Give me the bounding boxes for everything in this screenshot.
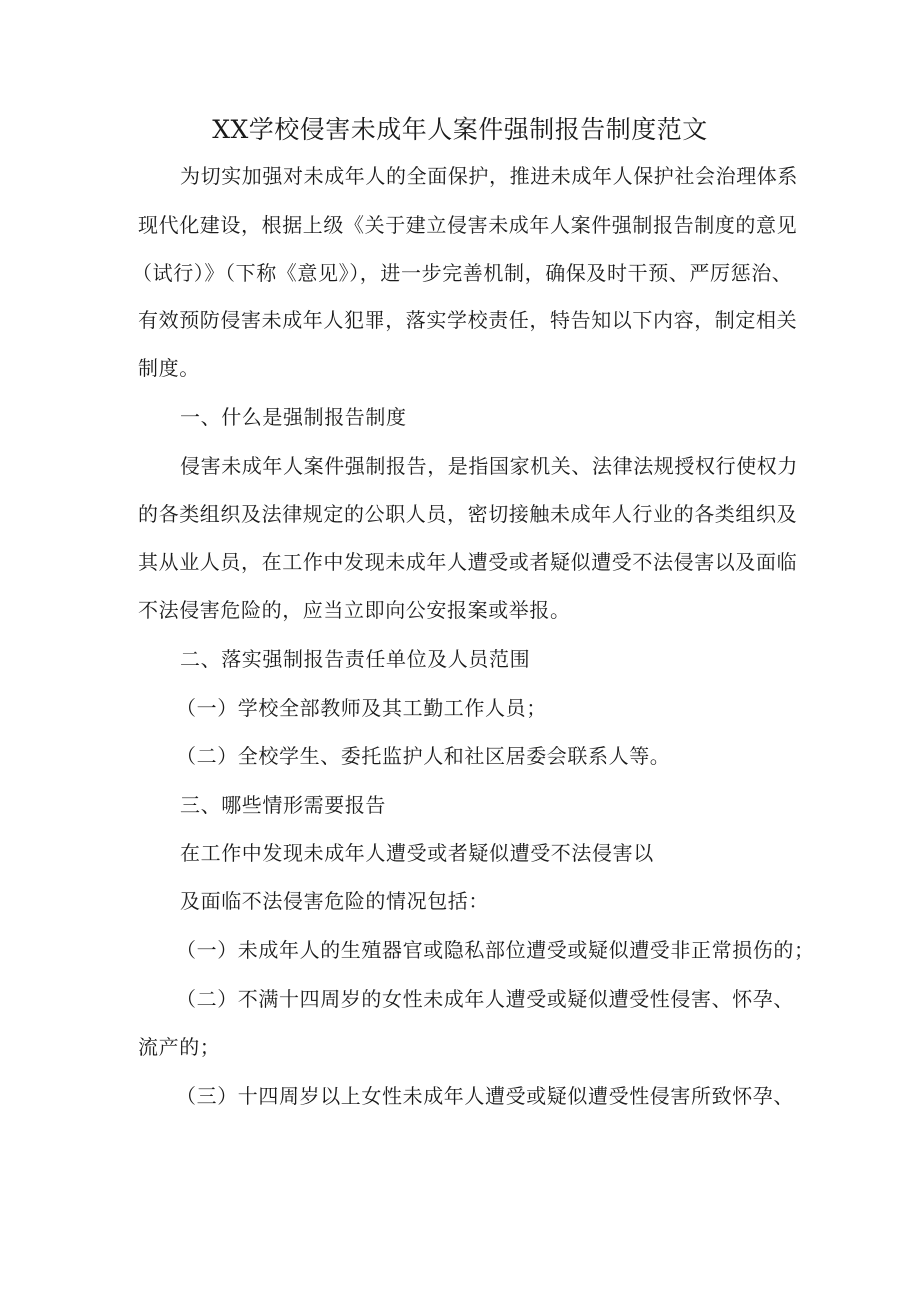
section2-item-1: （一）学校全部教师及其工勤工作人员； [176, 696, 547, 720]
document-title: XX学校侵害未成年人案件强制报告制度范文 [212, 115, 708, 144]
section1-line-3: 其从业人员，在工作中发现未成年人遭受或者疑似遭受不法侵害以及面临 [138, 550, 798, 574]
section2-heading: 二、落实强制报告责任单位及人员范围 [180, 647, 531, 671]
section3-intro-line-2: 及面临不法侵害危险的情况包括： [180, 889, 489, 913]
section3-intro-line-1: 在工作中发现未成年人遭受或者疑似遭受不法侵害以 [180, 841, 654, 865]
section1-line-4: 不法侵害危险的，应当立即向公安报案或举报。 [138, 598, 571, 622]
section3-heading: 三、哪些情形需要报告 [180, 793, 386, 817]
section3-item-2: （二）不满十四周岁的女性未成年人遭受或疑似遭受性侵害、怀孕、 [176, 987, 794, 1011]
intro-line-1: 为切实加强对未成年人的全面保护，推进未成年人保护社会治理体系 [180, 164, 798, 188]
section3-item-2-cont: 流产的； [138, 1035, 221, 1059]
section1-line-2: 的各类组织及法律规定的公职人员，密切接触未成年人行业的各类组织及 [138, 502, 798, 526]
intro-line-5: 制度。 [138, 356, 200, 380]
section1-heading: 一、什么是强制报告制度 [180, 405, 407, 429]
section3-item-3: （三）十四周岁以上女性未成年人遭受或疑似遭受性侵害所致怀孕、 [176, 1084, 794, 1108]
intro-line-4: 有效预防侵害未成年人犯罪，落实学校责任，特告知以下内容，制定相关 [138, 308, 798, 332]
section3-item-1: （一）未成年人的生殖器官或隐私部位遭受或疑似遭受非正常损伤的； [176, 938, 815, 962]
intro-line-3: （试行）》（下称《意见》），进一步完善机制，确保及时干预、严厉惩治、 [132, 261, 793, 285]
intro-line-2: 现代化建设，根据上级《关于建立侵害未成年人案件强制报告制度的意见 [138, 213, 798, 237]
section2-item-2: （二）全校学生、委托监护人和社区居委会联系人等。 [176, 744, 671, 768]
section1-line-1: 侵害未成年人案件强制报告，是指国家机关、法律法规授权行使权力 [180, 454, 798, 478]
